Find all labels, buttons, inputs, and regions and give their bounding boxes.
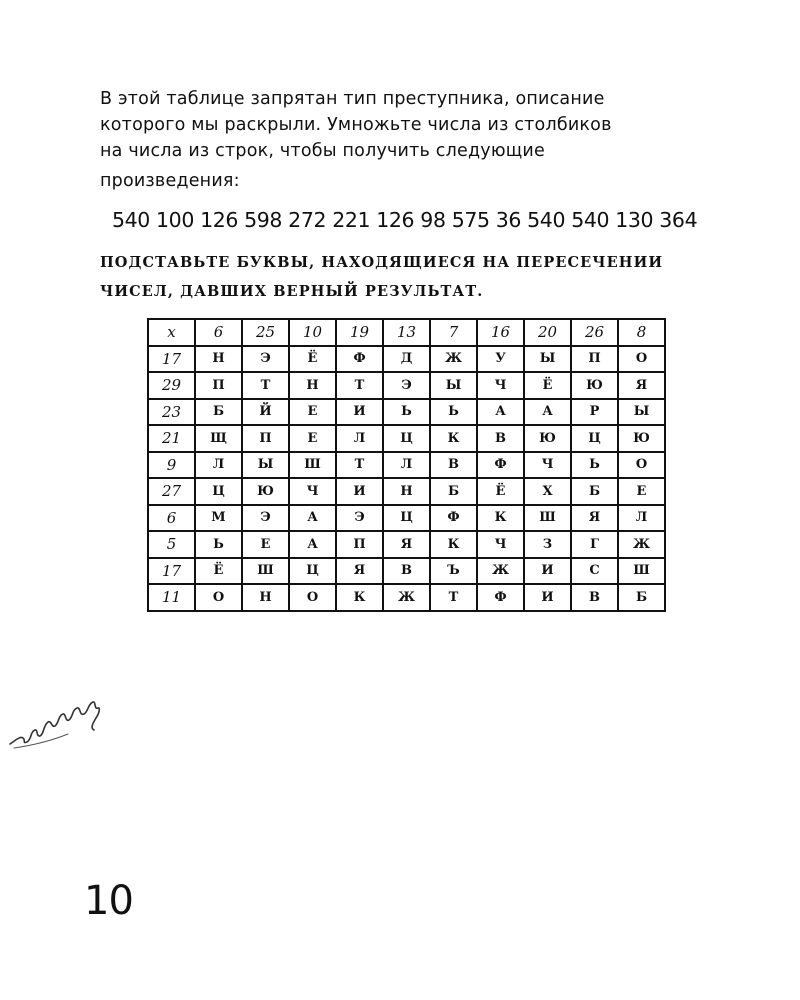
intro-line-2: которого мы раскрыли. Умножьте числа из столбиков	[100, 115, 612, 135]
grid-letter-cell: М	[195, 505, 242, 532]
grid-column-number: 25	[242, 319, 289, 346]
grid-row-number: 21	[148, 425, 195, 452]
grid-letter-cell: Ы	[524, 346, 571, 373]
signature-scribble	[8, 692, 103, 752]
grid-letter-cell: К	[336, 584, 383, 611]
grid-letter-cell: Ю	[524, 425, 571, 452]
grid-letter-cell: Ф	[430, 505, 477, 532]
grid-column-number: 10	[289, 319, 336, 346]
grid-row-number: 11	[148, 584, 195, 611]
grid-row-number: 6	[148, 505, 195, 532]
grid-row-number: 23	[148, 399, 195, 426]
grid-letter-cell: Ё	[477, 478, 524, 505]
grid-letter-cell: А	[477, 399, 524, 426]
grid-letter-cell: П	[336, 531, 383, 558]
grid-letter-cell: П	[571, 346, 618, 373]
grid-letter-cell: Я	[383, 531, 430, 558]
intro-line-4: произведения:	[100, 171, 240, 191]
grid-letter-cell: Е	[242, 531, 289, 558]
grid-letter-cell: Т	[430, 584, 477, 611]
grid-letter-cell: Б	[195, 399, 242, 426]
grid-row	[148, 584, 665, 611]
grid-letter-cell: Ш	[618, 558, 665, 585]
grid-letter-cell: Ц	[571, 425, 618, 452]
grid-letter-cell: К	[430, 531, 477, 558]
grid-row	[148, 399, 665, 426]
grid-letter-cell: Л	[383, 452, 430, 479]
grid-letter-cell: В	[383, 558, 430, 585]
grid-letter-cell: Ь	[430, 399, 477, 426]
grid-letter-cell: И	[336, 478, 383, 505]
grid-letter-cell: Н	[383, 478, 430, 505]
grid-column-number: 7	[430, 319, 477, 346]
grid-letter-cell: Я	[336, 558, 383, 585]
grid-letter-cell: А	[524, 399, 571, 426]
grid-row	[148, 425, 665, 452]
grid-column-number: 26	[571, 319, 618, 346]
grid-row	[148, 558, 665, 585]
grid-row	[148, 372, 665, 399]
grid-letter-cell: Э	[383, 372, 430, 399]
grid-corner-multiply-sign: x	[148, 319, 195, 346]
grid-letter-cell: Ж	[430, 346, 477, 373]
grid-letter-cell: В	[430, 452, 477, 479]
grid-row-number: 29	[148, 372, 195, 399]
grid-letter-cell: Ь	[195, 531, 242, 558]
grid-letter-cell: И	[336, 399, 383, 426]
grid-letter-cell: Э	[242, 505, 289, 532]
grid-letter-cell: О	[618, 346, 665, 373]
grid-letter-cell: И	[524, 584, 571, 611]
grid-letter-cell: Ч	[477, 531, 524, 558]
grid-letter-cell: Д	[383, 346, 430, 373]
grid-letter-cell: Е	[289, 399, 336, 426]
instruction-line-2: ЧИСЕЛ, ДАВШИХ ВЕРНЫЙ РЕЗУЛЬТАТ.	[100, 283, 484, 300]
grid-row-number: 9	[148, 452, 195, 479]
grid-letter-cell: Е	[618, 478, 665, 505]
grid-letter-cell: Л	[618, 505, 665, 532]
grid-letter-cell: Ъ	[430, 558, 477, 585]
grid-letter-cell: П	[195, 372, 242, 399]
grid-column-number: 20	[524, 319, 571, 346]
grid-letter-cell: Н	[195, 346, 242, 373]
grid-letter-cell: Ц	[383, 505, 430, 532]
grid-letter-cell: Л	[195, 452, 242, 479]
intro-text	[100, 86, 700, 194]
grid-letter-cell: Б	[430, 478, 477, 505]
grid-column-number: 19	[336, 319, 383, 346]
grid-row	[148, 478, 665, 505]
grid-letter-cell: Е	[289, 425, 336, 452]
grid-letter-cell: И	[524, 558, 571, 585]
grid-letter-cell: Ш	[289, 452, 336, 479]
grid-letter-cell: В	[477, 425, 524, 452]
instruction-text	[100, 248, 740, 306]
grid-letter-cell: Ё	[289, 346, 336, 373]
grid-letter-cell: Й	[242, 399, 289, 426]
grid-letter-cell: Ё	[195, 558, 242, 585]
grid-letter-cell: Ш	[524, 505, 571, 532]
grid-letter-cell: А	[289, 531, 336, 558]
grid-row	[148, 452, 665, 479]
grid-letter-cell: Ю	[618, 425, 665, 452]
instruction-line-1: ПОДСТАВЬТЕ БУКВЫ, НАХОДЯЩИЕСЯ НА ПЕРЕСЕЧЕНИИ	[100, 254, 664, 271]
grid-letter-cell: Ш	[242, 558, 289, 585]
grid-letter-cell: Ь	[571, 452, 618, 479]
grid-letter-cell: Т	[336, 452, 383, 479]
grid-letter-cell: Ф	[477, 584, 524, 611]
grid-letter-cell: Э	[242, 346, 289, 373]
grid-letter-cell: Ч	[477, 372, 524, 399]
grid-letter-cell: Ю	[571, 372, 618, 399]
grid-row-number: 17	[148, 558, 195, 585]
grid-column-number: 16	[477, 319, 524, 346]
grid-letter-cell: Ч	[289, 478, 336, 505]
grid-letter-cell: О	[618, 452, 665, 479]
grid-letter-cell: О	[289, 584, 336, 611]
grid-column-number: 13	[383, 319, 430, 346]
grid-letter-cell: Ж	[477, 558, 524, 585]
grid-letter-cell: Ц	[289, 558, 336, 585]
grid-letter-cell: С	[571, 558, 618, 585]
grid-letter-cell: Ф	[336, 346, 383, 373]
grid-letter-cell: Т	[336, 372, 383, 399]
grid-letter-cell: А	[289, 505, 336, 532]
grid-letter-cell: Ф	[477, 452, 524, 479]
multiplication-grid	[147, 318, 666, 612]
grid-letter-cell: Ц	[195, 478, 242, 505]
grid-column-number: 6	[195, 319, 242, 346]
intro-line-1: В этой таблице запрятан тип преступника, описание	[100, 89, 605, 109]
grid-header-row	[148, 319, 665, 346]
grid-letter-cell: Б	[618, 584, 665, 611]
products-sequence: 540 100 126 598 272 221 126 98 575 36 540 540 130 364	[112, 208, 698, 232]
grid-letter-cell: Э	[336, 505, 383, 532]
grid-letter-cell: Ц	[383, 425, 430, 452]
grid-letter-cell: Х	[524, 478, 571, 505]
grid-letter-cell: В	[571, 584, 618, 611]
grid-letter-cell: Ч	[524, 452, 571, 479]
grid-letter-cell: Ж	[618, 531, 665, 558]
grid-letter-cell: Л	[336, 425, 383, 452]
grid-letter-cell: К	[430, 425, 477, 452]
grid-letter-cell: У	[477, 346, 524, 373]
grid-letter-cell: Ё	[524, 372, 571, 399]
grid-letter-cell: К	[477, 505, 524, 532]
grid-letter-cell: Ж	[383, 584, 430, 611]
grid-letter-cell: Ь	[383, 399, 430, 426]
grid-row-number: 27	[148, 478, 195, 505]
grid-row	[148, 505, 665, 532]
grid-column-number: 8	[618, 319, 665, 346]
grid-row	[148, 346, 665, 373]
grid-letter-cell: Ы	[618, 399, 665, 426]
grid-letter-cell: Н	[242, 584, 289, 611]
grid-letter-cell: Р	[571, 399, 618, 426]
grid-row-number: 5	[148, 531, 195, 558]
page-number: 10	[84, 878, 133, 924]
grid-letter-cell: Ю	[242, 478, 289, 505]
grid-row	[148, 531, 665, 558]
grid-letter-cell: Я	[618, 372, 665, 399]
grid-letter-cell: Г	[571, 531, 618, 558]
grid-letter-cell: Я	[571, 505, 618, 532]
grid-letter-cell: Б	[571, 478, 618, 505]
grid-letter-cell: Ы	[242, 452, 289, 479]
grid-letter-cell: Щ	[195, 425, 242, 452]
grid-letter-cell: Т	[242, 372, 289, 399]
grid-letter-cell: Н	[289, 372, 336, 399]
grid-row-number: 17	[148, 346, 195, 373]
grid-letter-cell: Ы	[430, 372, 477, 399]
grid-letter-cell: П	[242, 425, 289, 452]
grid-letter-cell: О	[195, 584, 242, 611]
intro-line-3: на числа из строк, чтобы получить следующие	[100, 141, 545, 161]
grid-letter-cell: З	[524, 531, 571, 558]
